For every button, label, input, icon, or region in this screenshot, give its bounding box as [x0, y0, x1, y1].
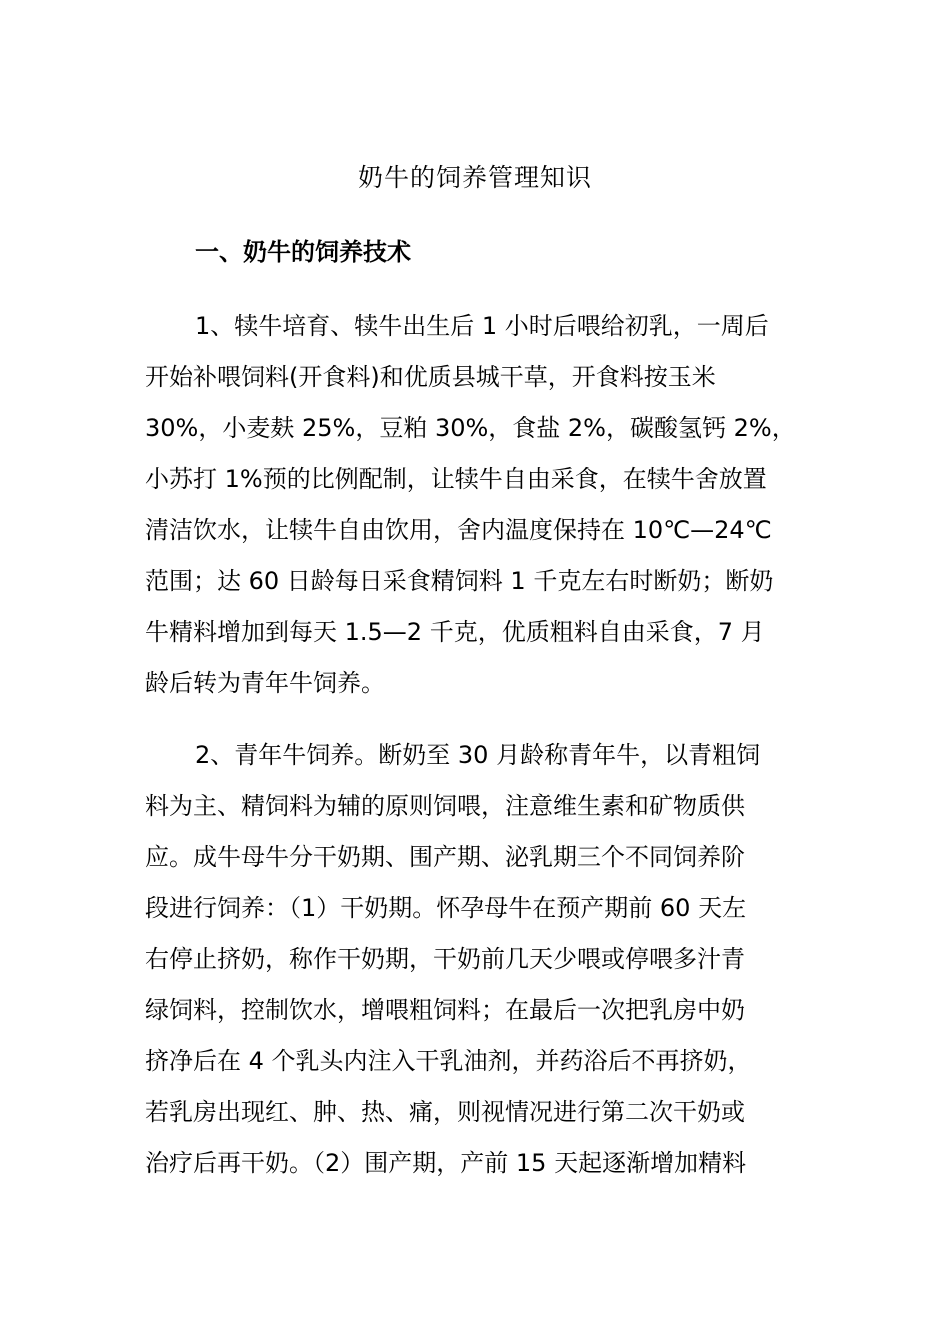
document-title: 奶牛的饲养管理知识	[357, 163, 592, 192]
text-line: 30%，小麦麸 25%，豆粕 30%，食盐 2%，碳酸氢钙 2%，	[145, 414, 796, 442]
text-line: 开始补喂饲料(开食料)和优质县城干草，开食料按玉米	[145, 363, 716, 391]
text-line: 清洁饮水，让犊牛自由饮用，舍内温度保持在 10℃—24℃	[145, 516, 772, 544]
text-line: 治疗后再干奶。（2）围产期，产前 15 天起逐渐增加精料	[145, 1149, 747, 1177]
text-line: 挤净后在 4 个乳头内注入干乳油剂，并药浴后不再挤奶，	[145, 1047, 752, 1075]
text-line: 小苏打 1%预的比例配制，让犊牛自由采食，在犊牛舍放置	[145, 465, 767, 493]
text-line: 段进行饲养：（1）干奶期。怀孕母牛在预产期前 60 天左	[145, 894, 747, 922]
text-line: 牛精料增加到每天 1.5—2 千克，优质粗料自由采食，7 月	[145, 618, 765, 646]
text-line: 应。成牛母牛分干奶期、围产期、泌乳期三个不同饲养阶	[145, 843, 745, 871]
text-line: 1、犊牛培育、犊牛出生后 1 小时后喂给初乳，一周后	[195, 312, 769, 340]
paragraph-young-cattle-feeding	[145, 730, 805, 1189]
text-line: 右停止挤奶，称作干奶期，干奶前几天少喂或停喂多汁青	[145, 945, 745, 973]
text-line: 龄后转为青年牛饲养。	[145, 669, 385, 697]
paragraph-calf-rearing	[145, 301, 805, 709]
text-line: 若乳房出现红、肿、热、痛，则视情况进行第二次干奶或	[145, 1098, 745, 1126]
text-line: 2、青年牛饲养。断奶至 30 月龄称青年牛，以青粗饲	[195, 741, 761, 769]
text-line: 料为主、精饲料为辅的原则饲喂，注意维生素和矿物质供	[145, 792, 745, 820]
text-line: 绿饲料，控制饮水，增喂粗饲料；在最后一次把乳房中奶	[145, 996, 745, 1024]
text-line: 范围；达 60 日龄每日采食精饲料 1 千克左右时断奶；断奶	[145, 567, 774, 595]
section-heading: 一、奶牛的饲养技术	[195, 238, 411, 266]
